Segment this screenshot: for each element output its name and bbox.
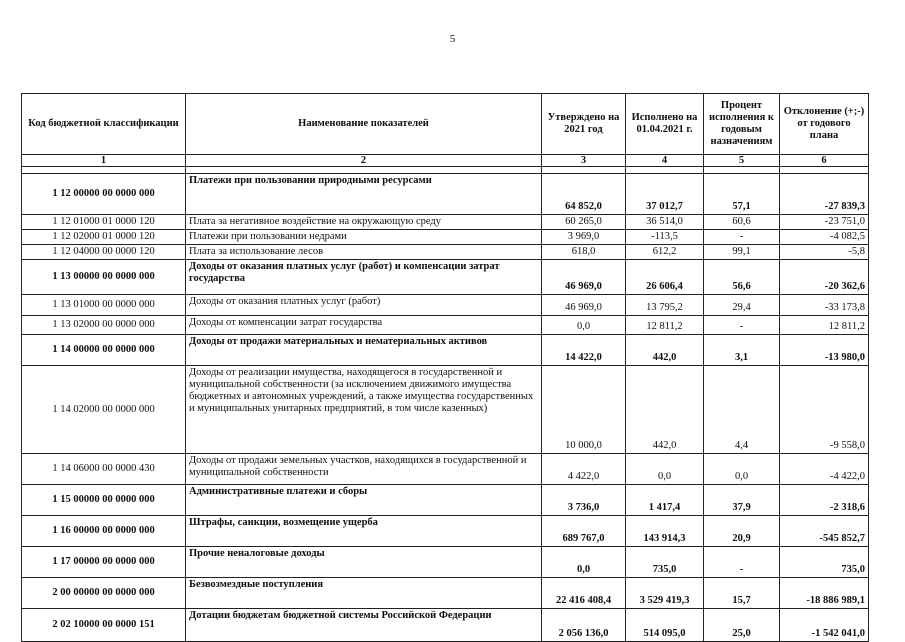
row-approved: 0,0 bbox=[542, 316, 626, 335]
row-indicator-name: Штрафы, санкции, возмещение ущерба bbox=[186, 516, 542, 547]
row-budget-code: 1 14 02000 00 0000 000 bbox=[22, 366, 186, 454]
row-indicator-name: Доходы от оказания платных услуг (работ) bbox=[186, 295, 542, 316]
row-deviation: -545 852,7 bbox=[780, 516, 869, 547]
row-executed: 26 606,4 bbox=[626, 260, 704, 295]
table-row bbox=[22, 245, 869, 260]
row-percent: 29,4 bbox=[704, 295, 780, 316]
table-row bbox=[22, 215, 869, 230]
row-executed: -113,5 bbox=[626, 230, 704, 245]
table-header-row bbox=[22, 94, 869, 155]
row-approved: 46 969,0 bbox=[542, 260, 626, 295]
row-deviation: 735,0 bbox=[780, 547, 869, 578]
row-budget-code: 1 17 00000 00 0000 000 bbox=[22, 547, 186, 578]
row-deviation: -18 886 989,1 bbox=[780, 578, 869, 609]
table-row bbox=[22, 578, 869, 609]
header-percent: Процент исполнения к годовым назначениям bbox=[704, 94, 780, 155]
row-executed: 12 811,2 bbox=[626, 316, 704, 335]
row-executed: 13 795,2 bbox=[626, 295, 704, 316]
row-percent: 37,9 bbox=[704, 485, 780, 516]
row-budget-code: 2 02 10000 00 0000 151 bbox=[22, 609, 186, 642]
row-approved: 14 422,0 bbox=[542, 335, 626, 366]
row-approved: 0,0 bbox=[542, 547, 626, 578]
row-percent: 57,1 bbox=[704, 174, 780, 215]
header-executed: Исполнено на 01.04.2021 г. bbox=[626, 94, 704, 155]
header-indicator-name: Наименование показателей bbox=[186, 94, 542, 155]
header-budget-code: Код бюджетной классификации bbox=[22, 94, 186, 155]
row-budget-code: 1 14 06000 00 0000 430 bbox=[22, 454, 186, 485]
row-executed: 37 012,7 bbox=[626, 174, 704, 215]
row-percent: - bbox=[704, 316, 780, 335]
row-indicator-name: Платежи при пользовании природными ресурсами bbox=[186, 174, 542, 215]
row-percent: 4,4 bbox=[704, 366, 780, 454]
row-indicator-name: Доходы от оказания платных услуг (работ) и компенсации затрат государства bbox=[186, 260, 542, 295]
row-indicator-name: Административные платежи и сборы bbox=[186, 485, 542, 516]
row-percent: 0,0 bbox=[704, 454, 780, 485]
row-approved: 64 852,0 bbox=[542, 174, 626, 215]
row-executed: 442,0 bbox=[626, 366, 704, 454]
row-percent: 20,9 bbox=[704, 516, 780, 547]
column-number: 1 bbox=[22, 155, 186, 167]
table-row bbox=[22, 366, 869, 454]
row-deviation: -2 318,6 bbox=[780, 485, 869, 516]
row-budget-code: 1 12 02000 01 0000 120 bbox=[22, 230, 186, 245]
row-deviation: -4 082,5 bbox=[780, 230, 869, 245]
row-approved: 46 969,0 bbox=[542, 295, 626, 316]
header-deviation: Отклонение (+;-) от годового плана bbox=[780, 94, 869, 155]
column-number: 5 bbox=[704, 155, 780, 167]
row-percent: 60,6 bbox=[704, 215, 780, 230]
table-row bbox=[22, 609, 869, 642]
row-percent: 15,7 bbox=[704, 578, 780, 609]
row-executed: 1 417,4 bbox=[626, 485, 704, 516]
page-number: 5 bbox=[449, 33, 456, 45]
row-executed: 3 529 419,3 bbox=[626, 578, 704, 609]
header-approved: Утверждено на 2021 год bbox=[542, 94, 626, 155]
row-budget-code: 1 13 00000 00 0000 000 bbox=[22, 260, 186, 295]
table-row bbox=[22, 516, 869, 547]
row-budget-code: 2 00 00000 00 0000 000 bbox=[22, 578, 186, 609]
row-executed: 612,2 bbox=[626, 245, 704, 260]
table-row bbox=[22, 174, 869, 215]
row-deviation: -23 751,0 bbox=[780, 215, 869, 230]
row-deviation: -9 558,0 bbox=[780, 366, 869, 454]
row-deviation: -13 980,0 bbox=[780, 335, 869, 366]
row-indicator-name: Безвозмездные поступления bbox=[186, 578, 542, 609]
row-deviation: -5,8 bbox=[780, 245, 869, 260]
row-percent: - bbox=[704, 547, 780, 578]
budget-execution-table bbox=[21, 93, 869, 642]
row-approved: 689 767,0 bbox=[542, 516, 626, 547]
row-deviation: -4 422,0 bbox=[780, 454, 869, 485]
column-number-row bbox=[22, 155, 869, 167]
row-executed: 143 914,3 bbox=[626, 516, 704, 547]
row-indicator-name: Плата за использование лесов bbox=[186, 245, 542, 260]
row-percent: 25,0 bbox=[704, 609, 780, 642]
row-executed: 0,0 bbox=[626, 454, 704, 485]
row-budget-code: 1 12 00000 00 0000 000 bbox=[22, 174, 186, 215]
row-deviation: -1 542 041,0 bbox=[780, 609, 869, 642]
table-row bbox=[22, 316, 869, 335]
row-indicator-name: Доходы от продажи материальных и нематериальных активов bbox=[186, 335, 542, 366]
row-deviation: 12 811,2 bbox=[780, 316, 869, 335]
row-percent: 99,1 bbox=[704, 245, 780, 260]
row-approved: 4 422,0 bbox=[542, 454, 626, 485]
row-budget-code: 1 12 04000 00 0000 120 bbox=[22, 245, 186, 260]
row-percent: 56,6 bbox=[704, 260, 780, 295]
column-number: 3 bbox=[542, 155, 626, 167]
column-number: 4 bbox=[626, 155, 704, 167]
row-percent: - bbox=[704, 230, 780, 245]
column-number: 2 bbox=[186, 155, 542, 167]
row-indicator-name: Прочие неналоговые доходы bbox=[186, 547, 542, 578]
row-budget-code: 1 16 00000 00 0000 000 bbox=[22, 516, 186, 547]
row-indicator-name: Плата за негативное воздействие на окружающую среду bbox=[186, 215, 542, 230]
row-indicator-name: Платежи при пользовании недрами bbox=[186, 230, 542, 245]
table-row bbox=[22, 454, 869, 485]
row-approved: 3 736,0 bbox=[542, 485, 626, 516]
spacer-row bbox=[22, 167, 869, 174]
row-percent: 3,1 bbox=[704, 335, 780, 366]
row-executed: 735,0 bbox=[626, 547, 704, 578]
row-indicator-name: Дотации бюджетам бюджетной системы Российской Федерации bbox=[186, 609, 542, 642]
row-deviation: -27 839,3 bbox=[780, 174, 869, 215]
row-approved: 22 416 408,4 bbox=[542, 578, 626, 609]
row-budget-code: 1 13 01000 00 0000 000 bbox=[22, 295, 186, 316]
row-approved: 3 969,0 bbox=[542, 230, 626, 245]
row-approved: 2 056 136,0 bbox=[542, 609, 626, 642]
table-row bbox=[22, 485, 869, 516]
table-row bbox=[22, 547, 869, 578]
table-row bbox=[22, 230, 869, 245]
table-row bbox=[22, 260, 869, 295]
row-approved: 60 265,0 bbox=[542, 215, 626, 230]
row-deviation: -33 173,8 bbox=[780, 295, 869, 316]
row-executed: 514 095,0 bbox=[626, 609, 704, 642]
column-number: 6 bbox=[780, 155, 869, 167]
row-budget-code: 1 15 00000 00 0000 000 bbox=[22, 485, 186, 516]
row-budget-code: 1 14 00000 00 0000 000 bbox=[22, 335, 186, 366]
table-row bbox=[22, 335, 869, 366]
row-budget-code: 1 13 02000 00 0000 000 bbox=[22, 316, 186, 335]
row-indicator-name: Доходы от продажи земельных участков, находящихся в государственной и муниципальной собственности bbox=[186, 454, 542, 485]
row-indicator-name: Доходы от компенсации затрат государства bbox=[186, 316, 542, 335]
row-executed: 36 514,0 bbox=[626, 215, 704, 230]
row-indicator-name: Доходы от реализации имущества, находящегося в государственной и муниципальной собственности (за исключением движимого имущества бюджетных и автономных учреждений, а также имущества государственных и муниципальных унитарных предприятий, в том числе казенных) bbox=[186, 366, 542, 454]
row-approved: 618,0 bbox=[542, 245, 626, 260]
row-budget-code: 1 12 01000 01 0000 120 bbox=[22, 215, 186, 230]
table-row bbox=[22, 295, 869, 316]
row-deviation: -20 362,6 bbox=[780, 260, 869, 295]
row-approved: 10 000,0 bbox=[542, 366, 626, 454]
row-executed: 442,0 bbox=[626, 335, 704, 366]
